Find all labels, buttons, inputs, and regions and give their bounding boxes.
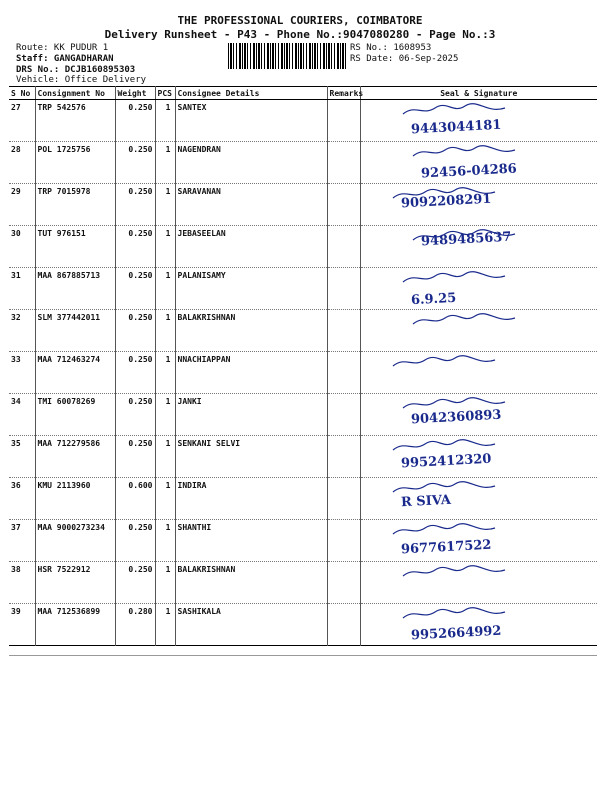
signature-cell xyxy=(360,394,597,436)
table-row xyxy=(9,604,597,646)
remarks-cell xyxy=(327,268,360,310)
table-row xyxy=(9,268,597,310)
sno-cell: 36 xyxy=(9,478,35,520)
table-row xyxy=(9,100,597,142)
handwritten-signature: 6.9.25 xyxy=(410,290,457,309)
col-consignee: Consignee Details xyxy=(175,87,327,100)
remarks-cell xyxy=(327,142,360,184)
signature-scribble xyxy=(391,480,501,496)
staff-label: Staff: GANGADHARAN xyxy=(16,54,114,64)
table-row xyxy=(9,478,597,520)
consignee-cell: SHANTHI xyxy=(175,520,327,562)
consignment-cell: POL 1725756 xyxy=(35,142,115,184)
sno-cell: 37 xyxy=(9,520,35,562)
handwritten-signature: 9952412320 xyxy=(400,451,492,472)
weight-cell: 0.600 xyxy=(115,478,155,520)
signature-cell xyxy=(360,520,597,562)
handwritten-signature: 9092208291 xyxy=(400,191,492,212)
consignment-cell: MAA 712463274 xyxy=(35,352,115,394)
signature-scribble xyxy=(401,606,511,622)
weight-cell: 0.250 xyxy=(115,436,155,478)
consignment-cell: MAA 712536899 xyxy=(35,604,115,646)
runsheet-table xyxy=(9,86,597,646)
pcs-cell: 1 xyxy=(155,310,175,352)
handwritten-signature: 9489485637 xyxy=(420,229,512,250)
consignee-cell: SARAVANAN xyxy=(175,184,327,226)
consignee-cell: NNACHIAPPAN xyxy=(175,352,327,394)
table-row xyxy=(9,562,597,604)
pcs-cell: 1 xyxy=(155,226,175,268)
remarks-cell xyxy=(327,100,360,142)
weight-cell: 0.250 xyxy=(115,142,155,184)
pcs-cell: 1 xyxy=(155,352,175,394)
col-remarks: Remarks xyxy=(327,87,360,100)
consignment-cell: MAA 867885713 xyxy=(35,268,115,310)
signature-scribble xyxy=(391,354,501,370)
footer-divider xyxy=(9,655,597,656)
drs-label: DRS No.: DCJB160895303 xyxy=(16,65,136,75)
signature-scribble xyxy=(391,438,501,454)
sno-cell: 30 xyxy=(9,226,35,268)
weight-cell: 0.280 xyxy=(115,604,155,646)
consignment-cell: TUT 976151 xyxy=(35,226,115,268)
signature-cell xyxy=(360,184,597,226)
table-header-row xyxy=(9,87,597,100)
signature-cell xyxy=(360,100,597,142)
signature-scribble xyxy=(401,564,511,580)
weight-cell: 0.250 xyxy=(115,352,155,394)
remarks-cell xyxy=(327,352,360,394)
consignee-cell: INDIRA xyxy=(175,478,327,520)
col-pcs: PCS xyxy=(155,87,175,100)
sno-cell: 35 xyxy=(9,436,35,478)
signature-cell xyxy=(360,268,597,310)
signature-scribble xyxy=(411,312,521,328)
rs-number: RS No.: 1608953 xyxy=(350,43,432,53)
signature-scribble xyxy=(401,270,511,286)
table-row xyxy=(9,226,597,268)
signature-scribble xyxy=(391,522,501,538)
signature-cell xyxy=(360,562,597,604)
remarks-cell xyxy=(327,394,360,436)
route-label: Route: KK PUDUR 1 xyxy=(16,43,109,53)
handwritten-signature: 9952664992 xyxy=(410,623,502,644)
table-row xyxy=(9,352,597,394)
weight-cell: 0.250 xyxy=(115,562,155,604)
signature-cell xyxy=(360,310,597,352)
consignee-cell: NAGENDRAN xyxy=(175,142,327,184)
signature-scribble xyxy=(411,228,521,244)
pcs-cell: 1 xyxy=(155,604,175,646)
pcs-cell: 1 xyxy=(155,142,175,184)
consignee-cell: JEBASEELAN xyxy=(175,226,327,268)
weight-cell: 0.250 xyxy=(115,310,155,352)
table-row xyxy=(9,310,597,352)
weight-cell: 0.250 xyxy=(115,520,155,562)
pcs-cell: 1 xyxy=(155,562,175,604)
sno-cell: 39 xyxy=(9,604,35,646)
consignment-cell: MAA 9000273234 xyxy=(35,520,115,562)
pcs-cell: 1 xyxy=(155,100,175,142)
remarks-cell xyxy=(327,436,360,478)
signature-cell xyxy=(360,604,597,646)
signature-scribble xyxy=(411,144,521,160)
consignment-cell: TRP 542576 xyxy=(35,100,115,142)
signature-scribble xyxy=(391,186,501,202)
table-row xyxy=(9,520,597,562)
sno-cell: 32 xyxy=(9,310,35,352)
table-row xyxy=(9,184,597,226)
col-sno: S No xyxy=(9,87,35,100)
col-consignment: Consignment No xyxy=(35,87,115,100)
consignment-cell: TMI 60078269 xyxy=(35,394,115,436)
col-weight: Weight xyxy=(115,87,155,100)
pcs-cell: 1 xyxy=(155,478,175,520)
weight-cell: 0.250 xyxy=(115,226,155,268)
sno-cell: 33 xyxy=(9,352,35,394)
handwritten-signature: 92456-04286 xyxy=(420,161,517,182)
consignee-cell: SASHIKALA xyxy=(175,604,327,646)
weight-cell: 0.250 xyxy=(115,268,155,310)
remarks-cell xyxy=(327,520,360,562)
company-title: THE PROFESSIONAL COURIERS, COIMBATORE xyxy=(177,14,423,27)
barcode-image xyxy=(228,43,346,69)
sno-cell: 38 xyxy=(9,562,35,604)
pcs-cell: 1 xyxy=(155,520,175,562)
signature-cell xyxy=(360,478,597,520)
remarks-cell xyxy=(327,184,360,226)
consignment-cell: MAA 712279586 xyxy=(35,436,115,478)
signature-scribble xyxy=(401,396,511,412)
pcs-cell: 1 xyxy=(155,436,175,478)
table-row xyxy=(9,142,597,184)
consignee-cell: PALANISAMY xyxy=(175,268,327,310)
remarks-cell xyxy=(327,604,360,646)
sno-cell: 29 xyxy=(9,184,35,226)
col-signature: Seal & Signature xyxy=(360,87,597,100)
signature-cell xyxy=(360,226,597,268)
pcs-cell: 1 xyxy=(155,184,175,226)
signature-cell xyxy=(360,436,597,478)
consignee-cell: SENKANI SELVI xyxy=(175,436,327,478)
pcs-cell: 1 xyxy=(155,268,175,310)
consignment-cell: KMU 2113960 xyxy=(35,478,115,520)
weight-cell: 0.250 xyxy=(115,100,155,142)
weight-cell: 0.250 xyxy=(115,184,155,226)
weight-cell: 0.250 xyxy=(115,394,155,436)
consignment-cell: SLM 377442011 xyxy=(35,310,115,352)
signature-scribble xyxy=(401,102,511,118)
handwritten-signature: 9443044181 xyxy=(410,117,502,138)
sno-cell: 28 xyxy=(9,142,35,184)
handwritten-signature: 9677617522 xyxy=(400,537,492,558)
rs-date: RS Date: 06-Sep-2025 xyxy=(350,54,459,64)
sno-cell: 27 xyxy=(9,100,35,142)
sno-cell: 34 xyxy=(9,394,35,436)
runsheet-subtitle: Delivery Runsheet - P43 - Phone No.:9047080280 - Page No.:3 xyxy=(104,28,496,41)
remarks-cell xyxy=(327,478,360,520)
signature-cell xyxy=(360,142,597,184)
consignment-cell: HSR 7522912 xyxy=(35,562,115,604)
handwritten-signature: R SIVA xyxy=(400,492,451,511)
remarks-cell xyxy=(327,226,360,268)
sno-cell: 31 xyxy=(9,268,35,310)
consignee-cell: SANTEX xyxy=(175,100,327,142)
remarks-cell xyxy=(327,562,360,604)
consignee-cell: JANKI xyxy=(175,394,327,436)
handwritten-signature: 9042360893 xyxy=(410,407,502,428)
consignee-cell: BALAKRISHNAN xyxy=(175,310,327,352)
table-row xyxy=(9,436,597,478)
vehicle-label: Vehicle: Office Delivery xyxy=(16,75,147,85)
signature-cell xyxy=(360,352,597,394)
consignment-cell: TRP 7015978 xyxy=(35,184,115,226)
consignee-cell: BALAKRISHNAN xyxy=(175,562,327,604)
pcs-cell: 1 xyxy=(155,394,175,436)
remarks-cell xyxy=(327,310,360,352)
table-row xyxy=(9,394,597,436)
